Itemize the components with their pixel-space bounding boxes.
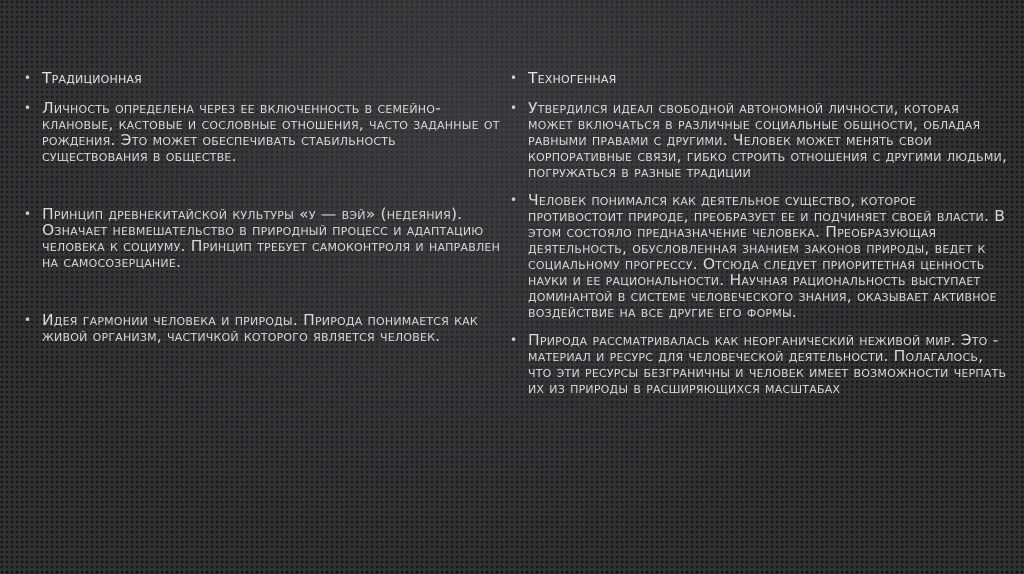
right-item-3: [508, 332, 1008, 396]
right-item-text: Утвердился идеал свободной автономной личности, которая может включаться в различные социальные общности, обладая равными правами с другими. Человек может менять свои корпоративные связи, гибко строить отношения с другими людьми, погружаться в разные традиции: [528, 99, 1008, 181]
bullet-icon: •: [24, 313, 32, 327]
right-heading-text: Техногенная: [528, 69, 617, 87]
left-item-3: [22, 312, 502, 344]
bullet-icon: •: [24, 207, 32, 221]
bullet-icon: •: [24, 101, 32, 115]
left-item-1: [22, 100, 502, 164]
bullet-icon: •: [24, 71, 32, 85]
right-item-text: Природа рассматривалась как неорганический неживой мир. Это - материал и ресурс для человеческой деятельности. Полагалось, что эти ресурсы безграничны и человек имеет возможности черпать их из природы в расширяющихся масштабах: [528, 331, 1007, 397]
bullet-icon: •: [510, 101, 518, 115]
right-item-1: [508, 100, 1008, 180]
left-item-2: [22, 206, 502, 270]
left-heading: [22, 70, 502, 86]
bullet-icon: •: [510, 71, 518, 85]
left-column: [22, 70, 502, 344]
bullet-icon: •: [510, 193, 518, 207]
bullet-icon: •: [510, 333, 518, 347]
right-item-2: [508, 192, 1008, 320]
left-heading-text: Традиционная: [42, 69, 142, 87]
left-item-text: Принцип древнекитайской культуры «у — вэй» (недеяния). Означает невмешательство в природный процесс и адаптацию человека к социуму. Принцип требует самоконтроля и направлен на самосозерцание.: [42, 205, 501, 271]
left-item-text: Идея гармонии человека и природы. Природа понимается как живой организм, частичкой которого является человек.: [42, 311, 478, 345]
right-item-text: Человек понимался как деятельное существо, которое противостоит природе, преобразует ее и подчиняет своей власти. В этом состояло предназначение человека. Преобразующая деятельность, обусловленная знанием законов природы, ведет к социальному прогрессу. Отсюда следует приоритетная ценность науки и ее рациональности. Научная рациональность выступает доминантой в системе человеческого знания, оказывает активное воздействие на все другие его формы.: [528, 191, 1006, 321]
left-item-text: Личность определена через ее включенность в семейно-клановые, кастовые и сословные отношения, часто заданные от рождения. Это может обеспечивать стабильность существования в обществе.: [42, 99, 500, 165]
right-heading: [508, 70, 1008, 86]
right-column: [508, 70, 1008, 396]
